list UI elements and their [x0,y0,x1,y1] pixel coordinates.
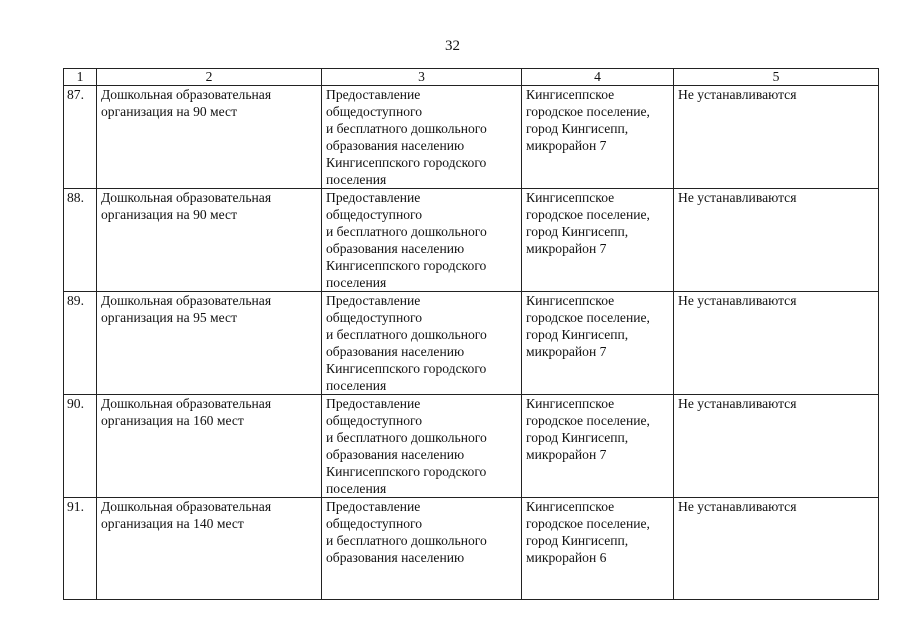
object-purpose: Предоставление общедоступного и бесплатного дошкольного образования населению Кингисеппского городского поселения [322,86,522,189]
object-name: Дошкольная образовательная организация на 90 мест [97,189,322,292]
objects-table [63,68,879,600]
header-row [64,69,879,86]
protection-zones: Не устанавливаются [674,189,879,292]
row-number: 90. [64,395,97,498]
column-header-1: 1 [64,69,97,86]
protection-zones: Не устанавливаются [674,395,879,498]
page-number: 32 [445,38,460,54]
row-number: 87. [64,86,97,189]
table-row [64,498,879,600]
object-location: Кингисеппское городское поселение, город Кингисепп, микрорайон 7 [522,189,674,292]
object-purpose: Предоставление общедоступного и бесплатного дошкольного образования населению Кингисеппского городского поселения [322,292,522,395]
row-number: 91. [64,498,97,600]
object-purpose: Предоставление общедоступного и бесплатного дошкольного образования населению Кингисеппского городского поселения [322,189,522,292]
column-header-5: 5 [674,69,879,86]
table-row [64,189,879,292]
object-location: Кингисеппское городское поселение, город Кингисепп, микрорайон 6 [522,498,674,600]
object-name: Дошкольная образовательная организация на 95 мест [97,292,322,395]
object-name: Дошкольная образовательная организация на 160 мест [97,395,322,498]
object-purpose: Предоставление общедоступного и бесплатного дошкольного образования населению Кингисеппского городского поселения [322,395,522,498]
row-number: 89. [64,292,97,395]
protection-zones: Не устанавливаются [674,292,879,395]
object-location: Кингисеппское городское поселение, город Кингисепп, микрорайон 7 [522,292,674,395]
table-body [64,86,879,600]
object-purpose: Предоставление общедоступного и бесплатного дошкольного образования населению [322,498,522,600]
column-header-3: 3 [322,69,522,86]
table-row [64,86,879,189]
object-location: Кингисеппское городское поселение, город Кингисепп, микрорайон 7 [522,86,674,189]
object-location: Кингисеппское городское поселение, город Кингисепп, микрорайон 7 [522,395,674,498]
row-number: 88. [64,189,97,292]
table-row [64,292,879,395]
object-name: Дошкольная образовательная организация на 90 мест [97,86,322,189]
protection-zones: Не устанавливаются [674,498,879,600]
table-row [64,395,879,498]
object-name: Дошкольная образовательная организация на 140 мест [97,498,322,600]
table-header [64,69,879,86]
column-header-2: 2 [97,69,322,86]
column-header-4: 4 [522,69,674,86]
protection-zones: Не устанавливаются [674,86,879,189]
